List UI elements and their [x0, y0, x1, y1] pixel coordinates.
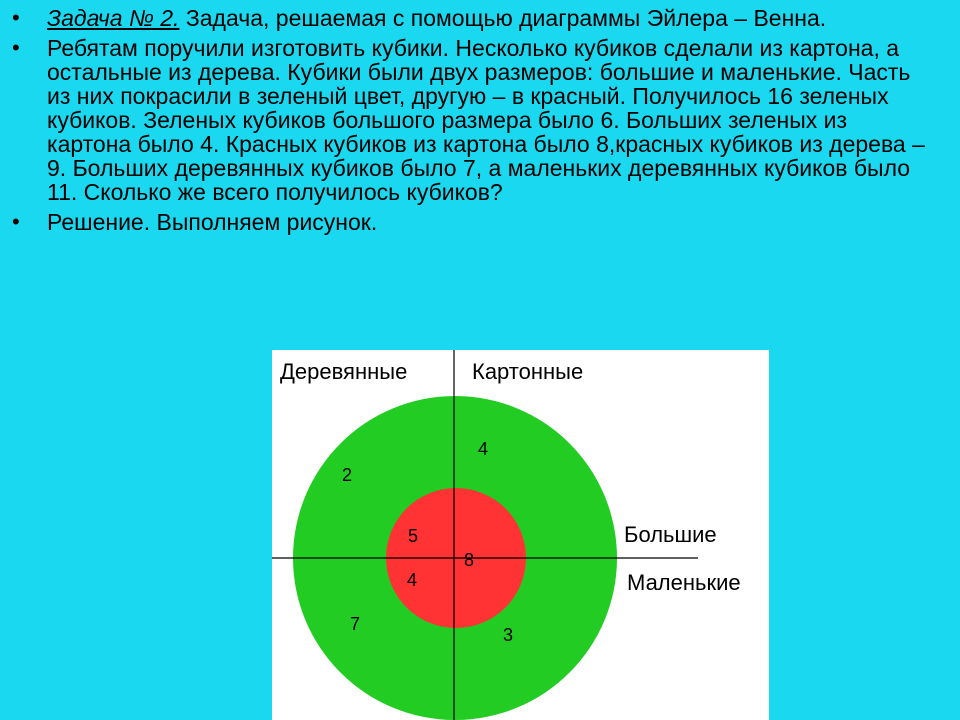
task-bullet-list — [0, 6, 930, 240]
solution-text: Решение. Выполняем рисунок. — [47, 209, 378, 235]
value-red-card: 8 — [464, 550, 475, 570]
value-green-card-big: 4 — [478, 439, 489, 459]
task-number-label: Задача № 2. — [47, 5, 180, 31]
bullet-solution — [0, 210, 930, 234]
bullet-task-title — [0, 6, 930, 30]
value-red-wood-big: 5 — [408, 526, 419, 546]
euler-venn-diagram — [272, 350, 769, 720]
value-red-wood-small: 4 — [407, 570, 418, 590]
task-title-text: Задача, решаемая с помощью диаграммы Эйлера – Венна. — [179, 5, 827, 31]
task-condition-text: Ребятам поручили изготовить кубики. Несколько кубиков сделали из картона, а остальные из дерева. Кубики были двух размеров: большие и маленькие. Часть из них покрасили в зеленый цвет, другую – в красный. Получилось 16 зеленых кубиков. Зеленых кубиков большого размера было 6. Больших зеленых из картона было 4. Красных кубиков из картона было 8,красных кубиков из дерева – 9. Больших деревянных кубиков было 7, а маленьких деревянных кубиков было 11. Сколько же всего получилось кубиков? — [47, 35, 925, 205]
value-green-wood-small: 7 — [350, 614, 361, 634]
label-small: Маленькие — [627, 570, 741, 595]
value-green-wood-big: 2 — [342, 465, 353, 485]
bullet-dot: • — [12, 35, 20, 60]
diagram-svg — [272, 350, 769, 720]
value-green-card-small: 3 — [503, 625, 514, 645]
label-wooden: Деревянные — [280, 359, 408, 384]
bullet-dot: • — [12, 5, 20, 30]
label-cardboard: Картонные — [472, 359, 584, 384]
label-big: Большие — [624, 522, 717, 547]
bullet-dot: • — [12, 209, 20, 234]
bullet-task-condition — [0, 36, 930, 204]
